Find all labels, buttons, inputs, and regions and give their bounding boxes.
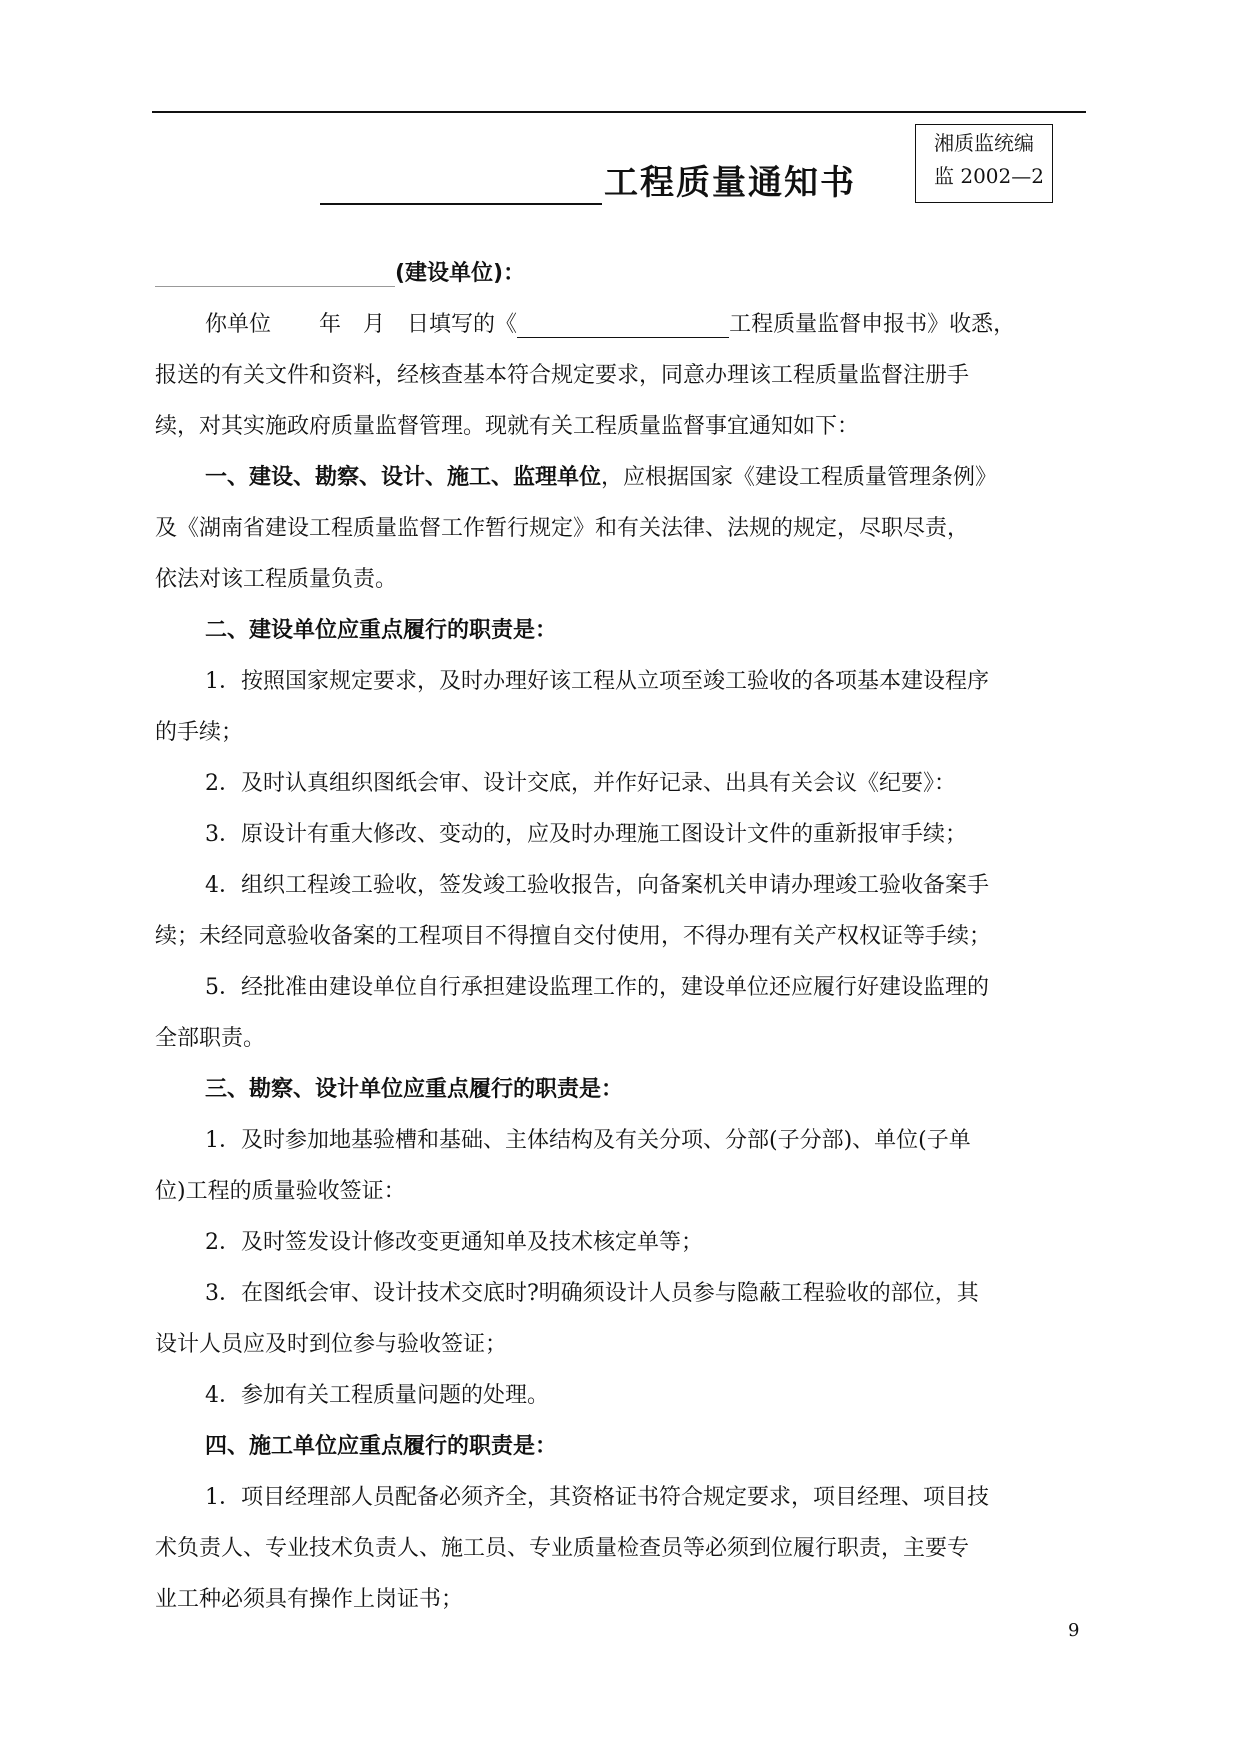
section-2-item-3: 3．原设计有重大修改、变动的，应及时办理施工图设计文件的重新报审手续； — [205, 822, 967, 847]
section-3-item-3-line-2: 设计人员应及时到位参与验收签证； — [155, 1332, 508, 1357]
section-4-item-1-line-2: 术负责人、专业技术负责人、施工员、专业质量检查员等必须到位履行职责，主要专 — [155, 1536, 970, 1561]
section-4-item-1-line-3: 业工种必须具有操作上岗证书； — [155, 1587, 464, 1612]
intro-year: 年 — [319, 312, 342, 337]
section-1-text: ，应根据国家《建设工程质量管理条例》 — [601, 465, 998, 490]
section-2-item-5-line-2: 全部职责。 — [155, 1026, 266, 1051]
section-2-item-1-line-2: 的手续； — [155, 720, 244, 745]
title-row — [320, 155, 856, 205]
report-name-blank — [517, 311, 729, 338]
document-body — [155, 248, 1085, 1625]
section-2-item-4-line-2: 续；未经同意验收备案的工程项目不得擅自交付使用，不得办理有关产权权证等手续； — [155, 924, 992, 949]
intro-text: 你单位 — [205, 312, 272, 337]
top-rule — [152, 111, 1086, 113]
section-4-item-1-line-1: 1．项目经理部人员配备必须齐全，其资格证书符合规定要求，项目经理、项目技 — [205, 1485, 989, 1510]
intro-month: 月 — [363, 312, 386, 337]
page-number: 9 — [1068, 1620, 1080, 1641]
section-3-item-3-line-1: 3．在图纸会审、设计技术交底时?明确须设计人员参与隐蔽工程验收的部位，其 — [205, 1281, 979, 1306]
section-1-heading: 一、建设、勘察、设计、施工、监理单位 — [205, 465, 602, 490]
section-3-item-1-line-1: 1．及时参加地基验槽和基础、主体结构及有关分项、分部(子分部)、单位(子单 — [205, 1128, 971, 1153]
intro-line-1 — [155, 299, 1085, 350]
section-3-item-1-line-2: 位)工程的质量验收签证： — [155, 1179, 406, 1204]
addressee-blank — [155, 260, 395, 287]
intro-date: 日填写的《 — [407, 312, 518, 337]
addressee-label: (建设单位)： — [395, 261, 526, 286]
section-4-heading: 四、施工单位应重点履行的职责是： — [205, 1434, 558, 1459]
section-1-line-2: 及《湖南省建设工程质量监督工作暂行规定》和有关法律、法规的规定，尽职尽责， — [155, 516, 970, 541]
form-code-line-2: 监 2002—2 — [934, 164, 1044, 188]
section-2-heading: 二、建设单位应重点履行的职责是： — [205, 618, 558, 643]
project-name-blank — [320, 159, 602, 205]
section-3-item-4: 4．参加有关工程质量问题的处理。 — [205, 1383, 549, 1408]
section-2-item-2: 2．及时认真组织图纸会审、设计交底，并作好记录、出具有关会议《纪要》： — [205, 771, 956, 796]
section-2-item-1-line-1: 1．按照国家规定要求，及时办理好该工程从立项至竣工验收的各项基本建设程序 — [205, 669, 989, 694]
addressee-line — [155, 248, 1085, 299]
section-2-item-5-line-1: 5．经批准由建设单位自行承担建设监理工作的，建设单位还应履行好建设监理的 — [205, 975, 989, 1000]
document-title: 工程质量通知书 — [604, 163, 856, 203]
intro-line-2: 报送的有关文件和资料，经核查基本符合规定要求，同意办理该工程质量监督注册手 — [155, 363, 970, 388]
section-3-heading: 三、勘察、设计单位应重点履行的职责是： — [205, 1077, 624, 1102]
section-1-line-3: 依法对该工程质量负责。 — [155, 567, 398, 592]
intro-line-3: 续，对其实施政府质量监督管理。现就有关工程质量监督事宜通知如下： — [155, 414, 860, 439]
section-3-item-2: 2．及时签发设计修改变更通知单及技术核定单等； — [205, 1230, 703, 1255]
intro-report: 工程质量监督申报书》收悉， — [729, 312, 1016, 337]
section-2-item-4-line-1: 4．组织工程竣工验收，签发竣工验收报告，向备案机关申请办理竣工验收备案手 — [205, 873, 989, 898]
section-1-line-1 — [155, 452, 1085, 503]
form-code-box — [915, 124, 1053, 203]
form-code-line-1: 湘质监统编 — [934, 131, 1034, 155]
